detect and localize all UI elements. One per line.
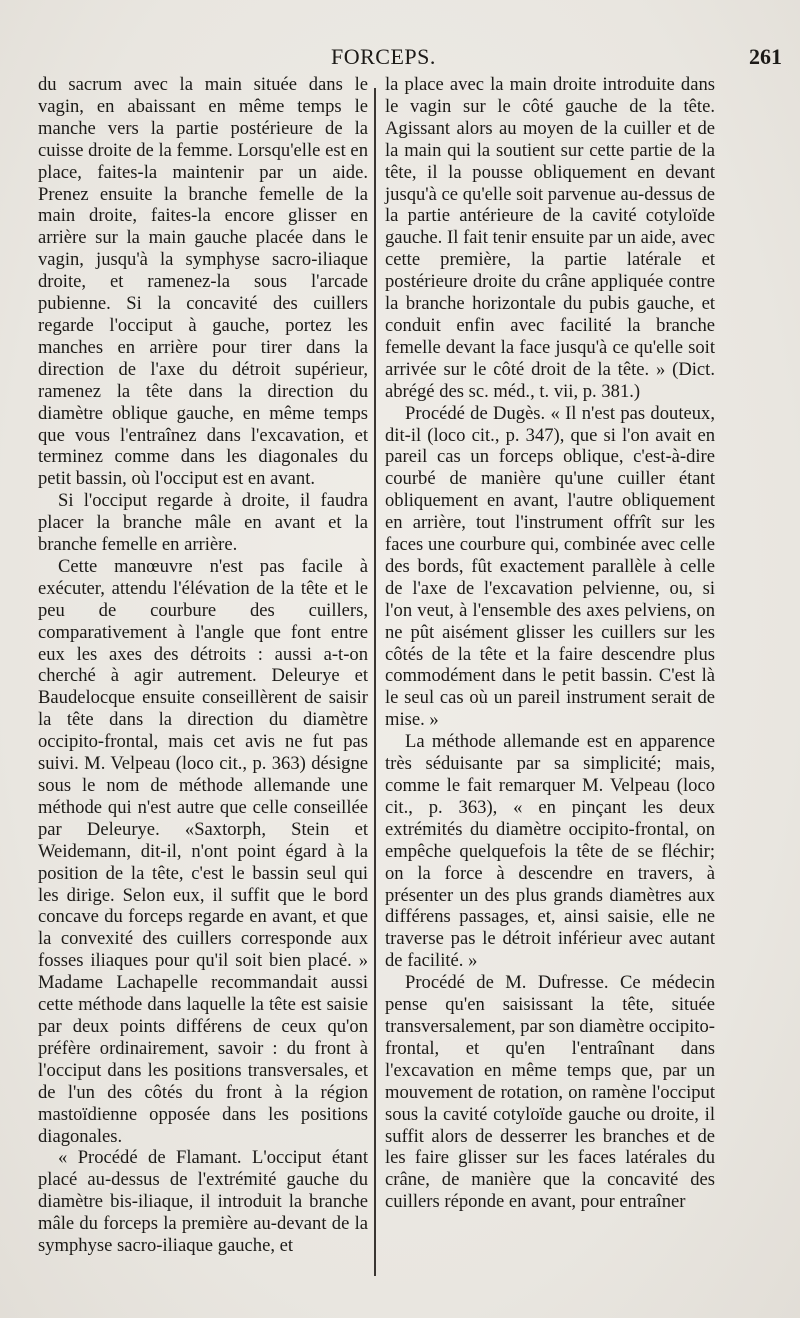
left-column: [38, 74, 368, 1257]
paragraph: Cette manœuvre n'est pas facile à exécuter, attendu l'élévation de la tête et le peu de courbure des cuillers, comparativement à l'angle que font entre eux les axes des détroits : aussi a-t-on cherché à agir autrement. Deleurye et Baudelocque ensuite conseillèrent de saisir la tête dans la direction du diamètre occipito-frontal, mais cet avis ne fut pas suivi. M. Velpeau (loco cit., p. 363) désigne sous le nom de méthode allemande une méthode qui n'est autre que celle conseillée par Deleurye. «Saxtorph, Stein et Weidemann, dit-il, n'ont point égard à la position de la tête, c'est le bassin seul qui les dirige. Selon eux, il suffit que le bord concave du forceps regarde en avant, et que la convexité des cuillers corresponde aux fosses iliaques pour qu'il soit bien placé. » Madame Lachapelle recommandait aussi cette méthode dans laquelle la tête est saisie par deux points différens de ceux qu'on préfère ordinairement, savoir : du front à l'occiput dans les positions transversales, et de l'un des côtés du front à la région mastoïdienne opposée dans les positions diagonales.: [38, 555, 368, 1147]
paragraph: « Procédé de Flamant. L'occiput étant placé au-dessus de l'extrémité gauche du diamètre bis-iliaque, il introduit la branche mâle du forceps la première au-devant de la symphyse sacro-iliaque gauche, et: [38, 1147, 368, 1257]
right-column: [385, 74, 715, 1213]
paragraph: Si l'occiput regarde à droite, il faudra placer la branche mâle en avant et la branche femelle en arrière.: [38, 490, 368, 556]
paragraph: la place avec la main droite introduite dans le vagin sur le côté gauche de la tête. Agissant alors au moyen de la cuiller et de la main qui la soutient sur cette partie de la tête, il la pousse obliquement en devant jusqu'à ce qu'elle soit parvenue au-dessus de la partie antérieure de la cavité cotyloïde gauche. Il fait tenir ensuite par un aide, avec cette première, la partie latérale et postérieure droite du crâne appliquée contre la branche horizontale du pubis gauche, et conduit enfin avec facilité la branche femelle devant la face jusqu'à ce qu'elle soit arrivée sur le côté droit de la tête. » (Dict. abrégé des sc. méd., t. vii, p. 381.): [385, 74, 715, 402]
paragraph: Procédé de M. Dufresse. Ce médecin pense qu'en saisissant la tête, située transversalement, par son diamètre occipito-frontal, et qu'en l'entraînant dans l'excavation en même temps que, par un mouvement de rotation, on ramène l'occiput sous la cavité cotyloïde gauche ou droite, il suffit alors de desserrer les branches et de les faire glisser sur les faces latérales du crâne, de manière que la concavité des cuillers réponde en avant, pour entraîner: [385, 972, 715, 1213]
paragraph: Procédé de Dugès. « Il n'est pas douteux, dit-il (loco cit., p. 347), que si l'on avait en pareil cas un forceps oblique, c'est-à-dire courbé de manière qu'une cuiller étant obliquement en avant, l'autre obliquement en arrière, tout l'instrument offrît sur les faces une courbure qui, combinée avec celle des bords, fût exactement parallèle à celle de l'axe de l'excavation pelvienne, ou, si l'on veut, à l'ensemble des axes pelviens, on ne pût aisément glisser les cuillers sur les côtés de la tête et la faire descendre plus commodément dans le petit bassin. C'est là le seul cas où un pareil instrument serait de mise. »: [385, 402, 715, 731]
paragraph: du sacrum avec la main située dans le vagin, en abaissant en même temps le manche vers la partie postérieure de la cuisse droite de la femme. Lorsqu'elle est en place, faites-la maintenir par un aide. Prenez ensuite la branche femelle de la main droite, faites-la encore glisser en arrière sur la main gauche placée dans le vagin, jusqu'à la symphyse sacro-iliaque droite, et ramenez-la sous l'arcade pubienne. Si la concavité des cuillers regarde l'occiput à gauche, portez les manches en arrière pour tirer dans la direction de l'axe du détroit supérieur, ramenez la tête dans la direction du diamètre oblique gauche, en même temps que vous l'entraînez dans l'excavation, et terminez comme dans les diagonales du petit bassin, où l'occiput est en avant.: [38, 74, 368, 490]
column-divider: [374, 88, 376, 1276]
running-head: [36, 44, 790, 72]
paragraph: La méthode allemande est en apparence très séduisante par sa simplicité; mais, comme le fait remarquer M. Velpeau (loco cit., p. 363), « en pinçant les deux extrémités du diamètre occipito-frontal, on empêche quelquefois la tête de se fléchir; on la force à descendre en travers, à présenter un des plus grands diamètres aux différens passages, et, ainsi saisie, elle ne traverse pas le détroit inférieur avec autant de facilité. »: [385, 731, 715, 972]
running-title: FORCEPS.: [331, 44, 436, 69]
page-number: 261: [749, 44, 782, 69]
